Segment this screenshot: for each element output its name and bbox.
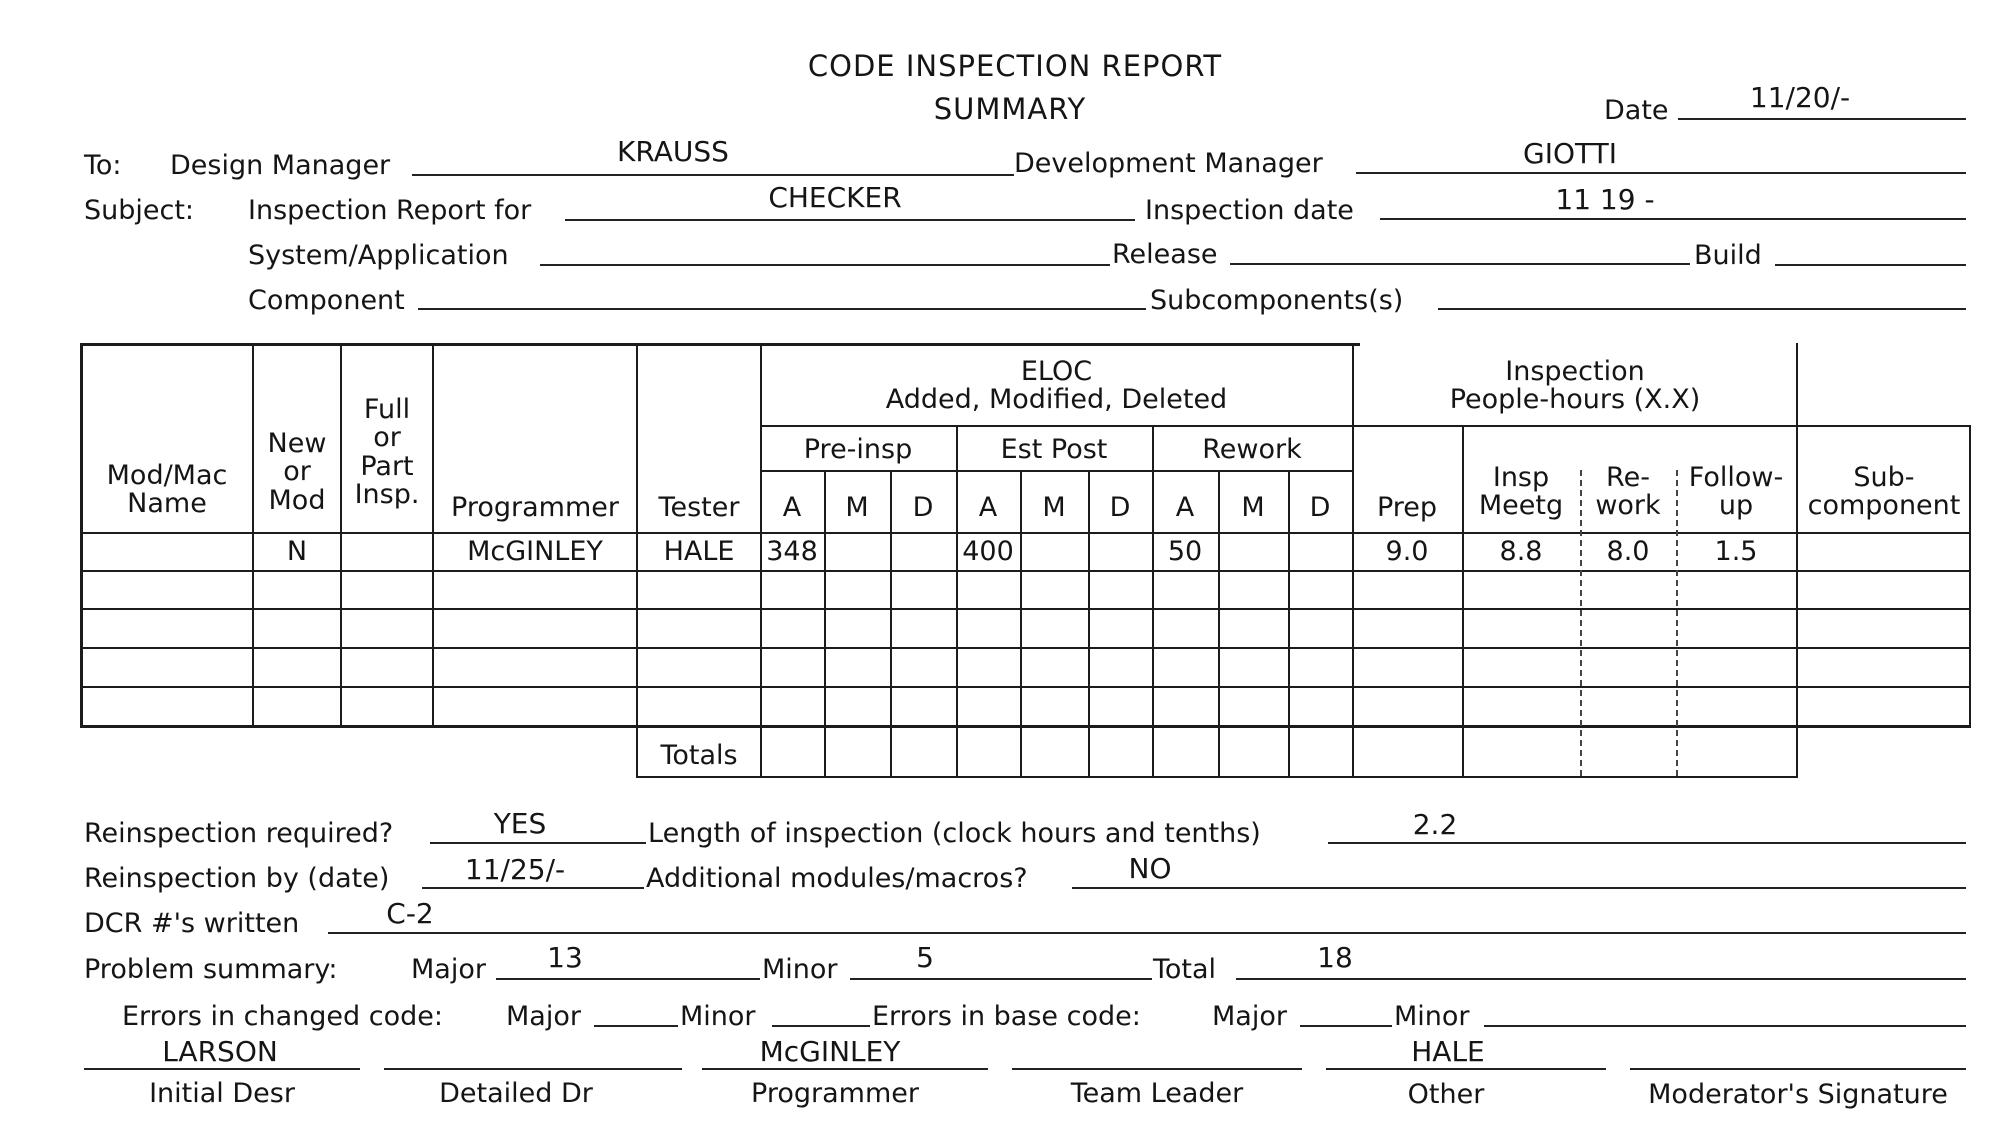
signature-initial-desr-label: Initial Desr xyxy=(149,1078,295,1109)
problem-summary-label: Problem summary: xyxy=(84,954,338,985)
dcr-value: C-2 xyxy=(386,897,434,930)
table-bottom-border xyxy=(80,725,1971,728)
problem-total-line xyxy=(1236,978,1966,980)
row1-pre-a: 348 xyxy=(766,536,818,567)
row-rule-3 xyxy=(80,647,1971,649)
inspection-date-line xyxy=(1380,218,1966,220)
design-manager-label: Design Manager xyxy=(170,150,391,181)
col-rule-est-end xyxy=(1152,425,1154,778)
signature-detailed-dr-label: Detailed Dr xyxy=(439,1078,593,1109)
report-for-value: CHECKER xyxy=(768,181,902,214)
reinspection-by-value: 11/25/- xyxy=(464,853,566,886)
errors-base-minor-label: Minor xyxy=(1394,1001,1470,1032)
component-line xyxy=(418,308,1146,310)
row1-re-work: 8.0 xyxy=(1606,536,1650,567)
header-est-post: Est Post xyxy=(1000,434,1108,465)
row1-est-a: 400 xyxy=(962,536,1014,567)
moderator-signature-line xyxy=(1630,1068,1966,1070)
problem-major-line xyxy=(496,978,760,980)
report-subtitle: SUMMARY xyxy=(933,92,1087,126)
problem-major-value: 13 xyxy=(547,941,583,974)
header-follow-up: Follow- up xyxy=(1688,462,1784,522)
signature-programmer-value: McGINLEY xyxy=(759,1035,901,1068)
header-insp-meetg: Insp Meetg xyxy=(1478,462,1564,522)
signature-team-leader-line xyxy=(1012,1068,1302,1070)
length-value: 2.2 xyxy=(1412,808,1458,841)
date-label: Date xyxy=(1604,95,1669,126)
header-rw-d: D xyxy=(1309,492,1331,523)
col-rule-pre-end xyxy=(956,425,958,778)
errors-changed-minor-label: Minor xyxy=(680,1001,756,1032)
row1-new-mod: N xyxy=(286,536,308,567)
header-tester: Tester xyxy=(658,492,740,523)
errors-base-major-line xyxy=(1300,1025,1392,1027)
table-top-border-left xyxy=(80,343,1360,346)
length-line xyxy=(1328,842,1966,844)
build-label: Build xyxy=(1694,240,1762,271)
build-line xyxy=(1775,264,1966,266)
length-label: Length of inspection (clock hours and tenths) xyxy=(648,818,1261,849)
errors-changed-major-label: Major xyxy=(506,1001,581,1032)
date-line xyxy=(1678,118,1966,120)
header-pre-m: M xyxy=(845,492,869,523)
additional-modules-line xyxy=(1072,887,1966,889)
row1-follow-up: 1.5 xyxy=(1714,536,1758,567)
header-prep: Prep xyxy=(1376,492,1438,523)
moderator-signature-label: Moderator's Signature xyxy=(1648,1079,1948,1110)
reinspection-by-line xyxy=(422,887,644,889)
signature-programmer-line xyxy=(702,1068,988,1070)
development-manager-label: Development Manager xyxy=(1014,148,1323,179)
additional-modules-label: Additional modules/macros? xyxy=(646,863,1028,894)
header-subcomponent: Sub- component xyxy=(1807,462,1961,522)
header-bottom-rule xyxy=(80,532,1971,534)
row1-rework-a: 50 xyxy=(1167,536,1203,567)
header-est-a: A xyxy=(978,492,998,523)
release-label: Release xyxy=(1112,239,1218,270)
design-manager-line xyxy=(412,174,1014,176)
problem-minor-label: Minor xyxy=(762,954,838,985)
signature-initial-desr-line xyxy=(84,1068,360,1070)
header-programmer: Programmer xyxy=(451,492,619,523)
inspection-header-rule xyxy=(1352,425,1798,427)
header-eloc: ELOC Added, Modified, Deleted xyxy=(885,356,1228,416)
header-inspection: Inspection People-hours (X.X) xyxy=(1449,356,1701,416)
dcr-label: DCR #'s written xyxy=(84,908,300,939)
component-label: Component xyxy=(248,285,405,316)
signature-other-value: HALE xyxy=(1411,1035,1485,1068)
table-top-border-right xyxy=(1795,425,1971,427)
signature-initial-desr-value: LARSON xyxy=(162,1035,278,1068)
report-for-label: Inspection Report for xyxy=(248,195,532,226)
report-for-line xyxy=(565,219,1135,221)
release-line xyxy=(1230,263,1690,265)
reinspection-required-label: Reinspection required? xyxy=(84,818,394,849)
signature-other-label: Other xyxy=(1407,1079,1485,1110)
reinspection-required-value: YES xyxy=(493,807,547,840)
row1-programmer: McGINLEY xyxy=(467,536,603,567)
row1-prep: 9.0 xyxy=(1385,536,1429,567)
design-manager-value: KRAUSS xyxy=(617,135,729,168)
totals-label: Totals xyxy=(660,740,738,771)
header-rw-m: M xyxy=(1241,492,1265,523)
problem-minor-value: 5 xyxy=(916,941,934,974)
subcomponents-line xyxy=(1438,308,1966,310)
header-est-m: M xyxy=(1042,492,1066,523)
row1-insp-meetg: 8.8 xyxy=(1499,536,1543,567)
signature-team-leader-label: Team Leader xyxy=(1070,1078,1244,1109)
eloc-header-rule xyxy=(760,425,1353,427)
table-left-border xyxy=(80,343,83,727)
development-manager-value: GIOTTI xyxy=(1523,137,1617,170)
problem-total-value: 18 xyxy=(1317,941,1353,974)
errors-changed-label: Errors in changed code: xyxy=(122,1001,443,1032)
inspection-date-value: 11 19 - xyxy=(1555,183,1655,216)
eloc-subheader-rule xyxy=(760,470,1353,472)
problem-minor-line xyxy=(850,978,1152,980)
problem-major-label: Major xyxy=(411,954,486,985)
inspection-date-label: Inspection date xyxy=(1145,195,1354,226)
report-title: CODE INSPECTION REPORT xyxy=(807,49,1223,83)
subcomponents-label: Subcomponents(s) xyxy=(1150,285,1404,316)
system-application-label: System/Application xyxy=(248,240,509,271)
reinspection-required-line xyxy=(430,842,646,844)
development-manager-line xyxy=(1356,172,1966,174)
header-est-d: D xyxy=(1109,492,1131,523)
reinspection-by-label: Reinspection by (date) xyxy=(84,863,390,894)
errors-changed-major-line xyxy=(594,1025,678,1027)
col-rule-1 xyxy=(252,343,254,727)
date-value: 11/20/- xyxy=(1749,81,1851,114)
errors-base-minor-line xyxy=(1484,1025,1966,1027)
header-full-part: Full or Part Insp. xyxy=(354,394,420,511)
row-rule-1 xyxy=(80,570,1971,572)
signature-detailed-dr-line xyxy=(384,1068,682,1070)
totals-bottom-border xyxy=(636,776,1798,778)
header-rework: Rework xyxy=(1202,434,1302,465)
additional-modules-value: NO xyxy=(1128,852,1172,885)
system-application-line xyxy=(540,264,1110,266)
row1-tester: HALE xyxy=(663,536,735,567)
header-pre-insp: Pre-insp xyxy=(803,434,913,465)
row-rule-4 xyxy=(80,686,1971,688)
errors-base-major-label: Major xyxy=(1212,1001,1287,1032)
header-re-work: Re- work xyxy=(1595,462,1661,522)
row-rule-2 xyxy=(80,608,1971,610)
signature-other-line xyxy=(1326,1068,1606,1070)
header-pre-a: A xyxy=(782,492,802,523)
errors-base-label: Errors in base code: xyxy=(872,1001,1141,1032)
header-pre-d: D xyxy=(912,492,934,523)
signature-programmer-label: Programmer xyxy=(751,1078,919,1109)
header-rw-a: A xyxy=(1175,492,1195,523)
header-new-mod: New or Mod xyxy=(267,428,327,516)
dcr-line xyxy=(328,932,1966,934)
errors-changed-minor-line xyxy=(772,1025,870,1027)
subject-label: Subject: xyxy=(84,195,195,226)
header-mod-name: Mod/Mac Name xyxy=(106,460,228,520)
problem-total-label: Total xyxy=(1153,954,1217,985)
to-label: To: xyxy=(84,150,122,181)
